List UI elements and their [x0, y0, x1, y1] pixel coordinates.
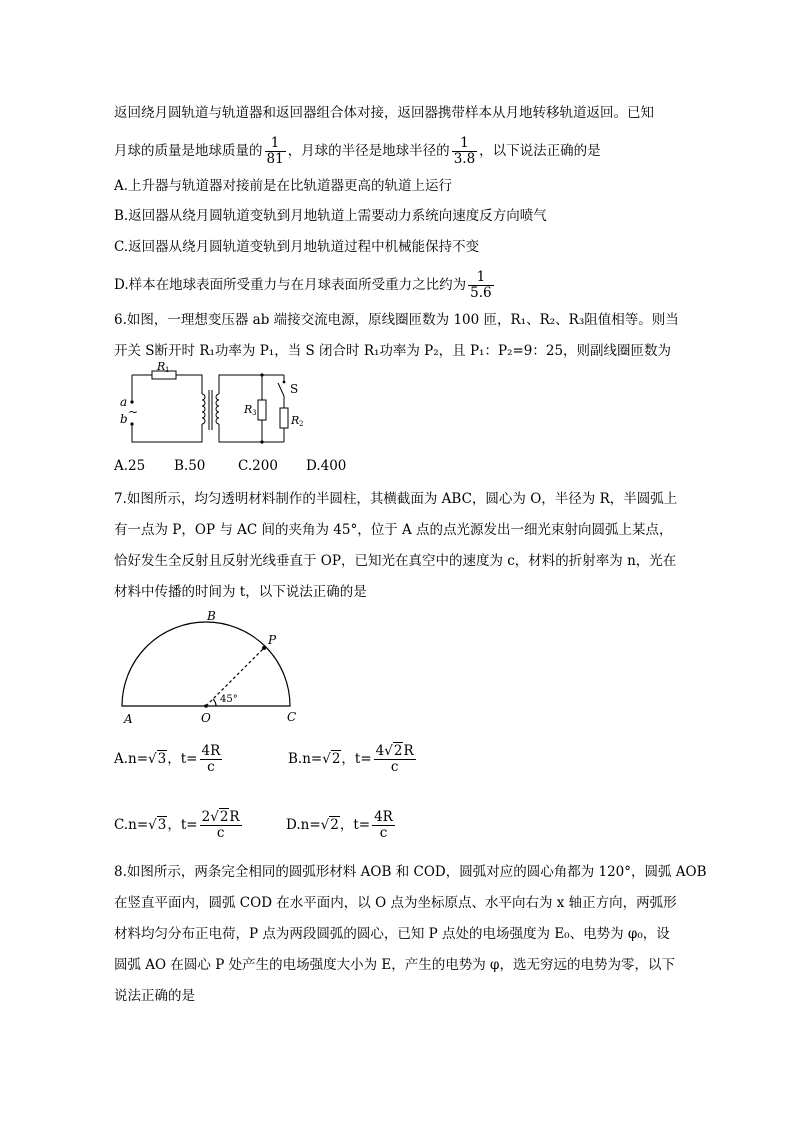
q7-line-1: 7.如图所示，均匀透明材料制作的半圆柱，其横截面为 ABC，圆心为 O，半径为 R，半圆弧上 [114, 491, 678, 507]
q8-line-2: 在竖直平面内，圆弧 COD 在水平面内，以 O 点为坐标原点、水平向右为 x 轴正方向，两弧形 [114, 895, 677, 911]
fraction-1-3.8: $\frac{1}{3.8}$ [453, 135, 476, 167]
q5-option-d: D.样本在地球表面所受重力与在月球表面所受重力之比约为 $\frac{1}{5.6}$ [114, 269, 492, 301]
q6-option-a: A.25 [114, 458, 146, 474]
q6-option-c: C.200 [238, 458, 278, 474]
q7-option-c: C.n=√3，t= $\frac{2√2R}{c}$ [114, 809, 240, 841]
r3-label-sub: 3 [252, 409, 257, 417]
angle-arc [213, 699, 216, 706]
label-o: O [201, 711, 211, 725]
switch-s [278, 383, 284, 396]
q5-line-2: 月球的质量是地球质量的 $\frac{1}{81}$ ，月球的半径是地球半径的 $\frac{1}{3.8}$ ，以下说法正确的是 [114, 135, 601, 167]
fraction-1-5.6: $\frac{1}{5.6}$ [470, 269, 492, 301]
q8-line-4: 圆弧 AO 在圆心 P 处产生的电场强度大小为 E，产生的电势为 φ，选无穷远的电势为零，以下 [114, 957, 675, 973]
fraction-1-81: $\frac{1}{81}$ [266, 135, 284, 167]
label-c: C [287, 710, 297, 724]
switch-s-label: S [290, 382, 299, 396]
q7-option-b: B.n=√2，t= $\frac{4√2R}{c}$ [288, 743, 414, 775]
label-b: B [207, 609, 216, 623]
point-o [204, 704, 208, 708]
r1-label: R [157, 362, 166, 373]
q5-option-b: B.返回器从绕月圆轨道变轨到月地轨道上需要动力系统向速度反方向喷气 [114, 208, 547, 224]
q7-line-3: 恰好发生全反射且反射光线垂直于 OP，已知光在真空中的速度为 c，材料的折射率为 n，光在 [114, 553, 677, 569]
q7-option-d: D.n=√2，t= $\frac{4R}{c}$ [286, 809, 393, 841]
label-a: A [124, 712, 133, 726]
resistor-r3 [258, 400, 266, 420]
q7-line-4: 材料中传播的时间为 t，以下说法正确的是 [114, 584, 367, 600]
terminal-b-label: b [120, 412, 128, 426]
q7-line-2: 有一点为 P，OP 与 AC 间的夹角为 45°，位于 A 点的点光源发出一细光束射向圆弧上某点， [114, 522, 673, 538]
q6-line-2: 开关 S断开时 R₁功率为 P₁，当 S 闭合时 R₁功率为 P₂，且 P₁：P₂=9：25，则副线圈匝数为 [114, 343, 672, 359]
point-p [262, 646, 266, 650]
semicircle-diagram [112, 606, 312, 728]
ac-source-symbol: ~ [128, 405, 139, 419]
resistor-r2 [280, 408, 288, 428]
semicircle-outline [122, 622, 290, 706]
q8-line-3: 材料均匀分布正电荷，P 点为两段圆弧的圆心，已知 P 点处的电场强度为 E₀、电势为 φ₀，设 [114, 926, 670, 942]
q8-line-5: 说法正确的是 [114, 988, 195, 1004]
q7-option-a: A.n=√3，t= $\frac{4R}{c}$ [114, 743, 221, 775]
transformer-circuit-diagram [112, 362, 312, 448]
q5-option-c: C.返回器从绕月圆轨道变轨到月地轨道过程中机械能保持不变 [114, 239, 480, 255]
q6-line-1: 6.如图，一理想变压器 ab 端接交流电源，原线圈匝数为 100 匝，R₁、R₂、R₃阻值相等。则当 [114, 312, 679, 328]
q8-line-1: 8.如图所示，两条完全相同的圆弧形材料 AOB 和 COD，圆弧对应的圆心角都为 120°，圆弧 AOB [114, 864, 707, 880]
q5-line-1: 返回绕月圆轨道与轨道器和返回器组合体对接，返回器携带样本从月地转移轨道返回。已知 [114, 105, 654, 121]
label-angle-45: 45° [220, 694, 238, 705]
r2-label: R [291, 414, 300, 427]
q5-option-a: A.上升器与轨道器对接前是在比轨道器更高的轨道上运行 [114, 178, 453, 194]
r2-label-sub: 2 [299, 420, 304, 428]
primary-coil [202, 394, 205, 426]
q6-option-d: D.400 [306, 458, 347, 474]
r3-label: R [244, 403, 253, 416]
q6-option-b: B.50 [174, 458, 206, 474]
r1-label-sub: 1 [165, 366, 170, 374]
label-p: P [268, 633, 277, 647]
terminal-a-label: a [120, 395, 128, 409]
